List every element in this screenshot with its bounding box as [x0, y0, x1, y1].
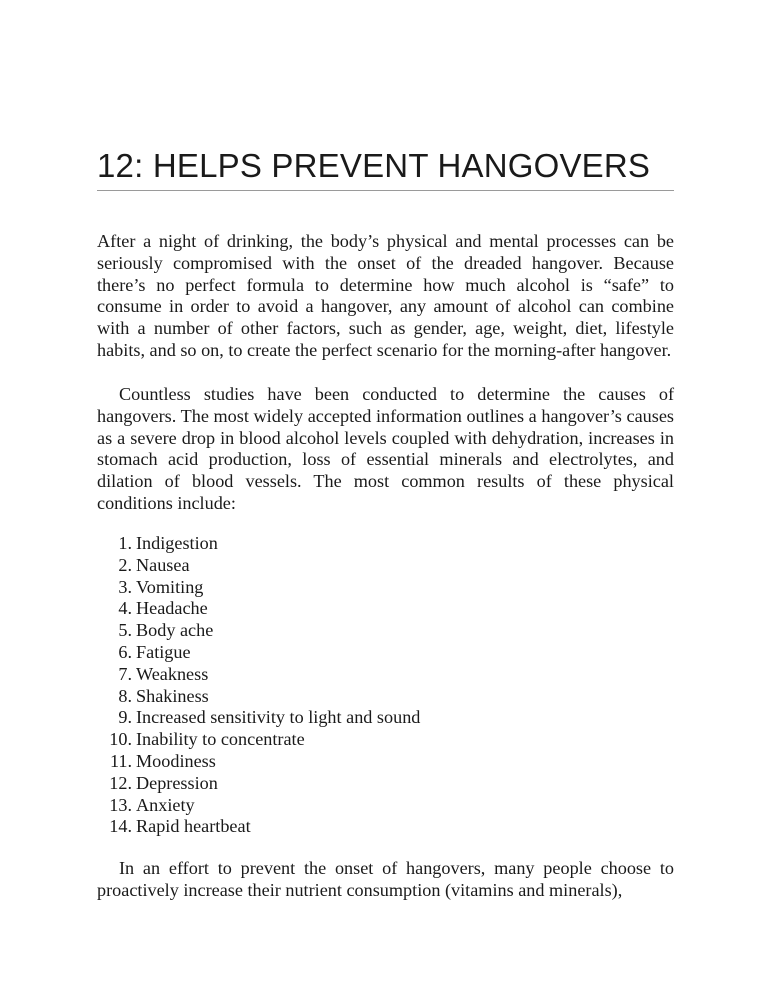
list-item-number: 4.	[118, 598, 132, 619]
paragraph-text: After a night of drinking, the body’s physical and mental processes can be seriously compromised with the onset of the dreaded hangover. Because there’s no perfect formula to determine how much alcohol is “safe” to consume in order to avoid a hangover, any amount of alcohol can combine with a number of other factors, such as gender, age, weight, diet, lifestyle habits, and so on, to create the perfect scenario for the morning-after hangover.	[97, 231, 674, 360]
list-item-number: 11.	[109, 750, 132, 771]
list-item	[97, 664, 674, 686]
list-item	[97, 598, 674, 620]
chapter-title: 12: HELPS PREVENT HANGOVERS	[97, 147, 651, 184]
paragraph-text: In an effort to prevent the onset of hangovers, many people choose to proactively increase their nutrient consumption (vitamins and minerals),	[97, 858, 674, 900]
list-item-text: Weakness	[136, 663, 209, 684]
list-item-text: Vomiting	[136, 576, 204, 597]
list-item-number: 9.	[118, 707, 132, 728]
list-item-number: 12.	[109, 772, 132, 793]
title-underline-rule	[97, 190, 674, 191]
list-item	[97, 533, 674, 555]
list-item-text: Depression	[136, 772, 218, 793]
list-item	[97, 555, 674, 577]
list-item-text: Nausea	[136, 554, 190, 575]
list-item-text: Body ache	[136, 620, 214, 641]
list-item-text: Headache	[136, 598, 208, 619]
list-item	[97, 620, 674, 642]
paragraph-text: Countless studies have been conducted to determine the causes of hangovers. The most widely accepted information outlines a hangover’s causes as a severe drop in blood alcohol levels coupled with dehydration, increases in stomach acid production, loss of essential minerals and electrolytes, and dilation of blood vessels. The most common results of these physical conditions include:	[97, 384, 674, 513]
list-item-text: Shakiness	[136, 685, 209, 706]
paragraph-causes	[97, 384, 674, 515]
list-item	[97, 707, 674, 729]
list-item-text: Anxiety	[136, 794, 195, 815]
list-item	[97, 816, 674, 838]
list-item-text: Indigestion	[136, 533, 218, 553]
list-item-number: 14.	[109, 816, 132, 837]
paragraph-prevention	[97, 858, 674, 902]
list-item	[97, 751, 674, 773]
symptom-list	[97, 533, 674, 838]
list-item-text: Fatigue	[136, 641, 191, 662]
list-item	[97, 795, 674, 817]
list-item-number: 1.	[118, 533, 132, 553]
list-item-number: 6.	[118, 641, 132, 662]
list-item-number: 5.	[118, 620, 132, 641]
list-item-number: 2.	[118, 554, 132, 575]
paragraph-intro	[97, 231, 674, 362]
list-item	[97, 577, 674, 599]
list-item-number: 13.	[109, 794, 132, 815]
list-item	[97, 773, 674, 795]
list-item-number: 8.	[118, 685, 132, 706]
list-item-number: 10.	[109, 729, 132, 750]
list-item-number: 3.	[118, 576, 132, 597]
list-item	[97, 686, 674, 708]
list-item-text: Moodiness	[136, 750, 216, 771]
list-item-number: 7.	[118, 663, 132, 684]
list-item-text: Increased sensitivity to light and sound	[136, 707, 421, 728]
list-item-text: Inability to concentrate	[136, 729, 305, 750]
list-item	[97, 642, 674, 664]
list-item-text: Rapid heartbeat	[136, 816, 251, 837]
list-item	[97, 729, 674, 751]
